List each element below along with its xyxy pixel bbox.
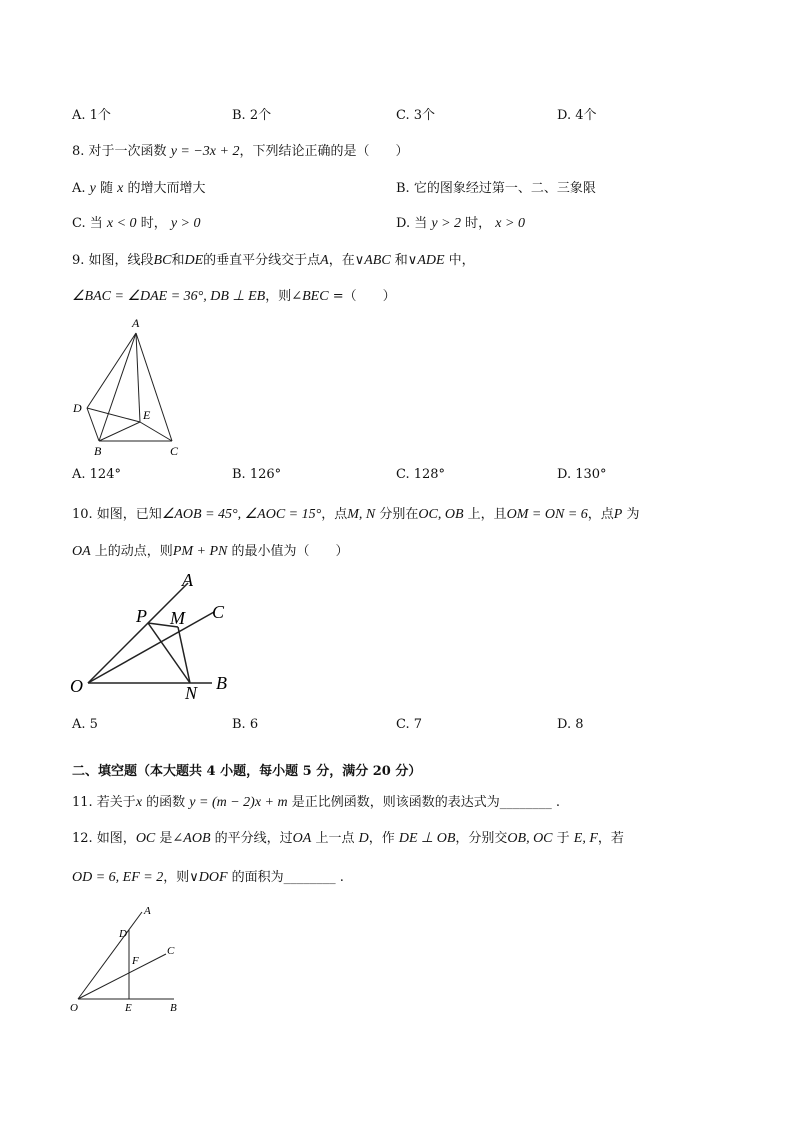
- q9-label-d: D: [73, 401, 82, 415]
- q12-stem-line2: [72, 866, 344, 886]
- q10-option-d: D. 8: [557, 717, 584, 732]
- q12-label-o: O: [70, 1002, 78, 1014]
- q9-label-e: E: [143, 408, 151, 422]
- q10-p: P: [613, 507, 623, 522]
- q8-prefix: 8. 对于一次函数: [72, 144, 167, 159]
- q9-bc: BC: [153, 253, 172, 268]
- q8-option-a: [72, 177, 206, 197]
- q9-stem-line1: [72, 249, 475, 269]
- q7-option-c: C. 3个: [396, 108, 436, 123]
- q7-option-d: D. 4个: [557, 108, 597, 123]
- q10-ray-oa: [88, 583, 188, 683]
- q12-formula: OD = 6, EF = 2: [72, 870, 164, 885]
- q12-oa: OA: [292, 831, 312, 846]
- q9-and: 和: [171, 253, 185, 268]
- q10-label-o: O: [70, 676, 83, 696]
- q9-label-c: C: [170, 444, 179, 458]
- q8-option-d-pre: D. 当: [396, 216, 432, 231]
- q8-option-b: B. 它的图象经过第一、二、三象限: [396, 181, 596, 196]
- q12-label-b: B: [170, 1002, 177, 1014]
- q10-label-b: B: [216, 673, 227, 693]
- q9-option-c: C. 128°: [396, 467, 446, 482]
- q9-option-d: D. 130°: [557, 467, 607, 482]
- q12-label-e: E: [125, 1002, 132, 1014]
- q8-option-c-cond: x < 0: [106, 216, 137, 231]
- q10-mid5: 上的动点，则: [90, 544, 173, 559]
- q12-end2: 的面积为________ .: [227, 870, 344, 885]
- q10-oa: OA: [72, 544, 91, 559]
- q12-ray-oc: [78, 954, 166, 999]
- q10-end2: 的最小值为（ ）: [227, 544, 349, 559]
- q8-option-a-x: x: [117, 181, 124, 196]
- q9-ade: ADE: [417, 253, 445, 268]
- q10-label-p: P: [136, 606, 147, 626]
- q7-option-a: A. 1个: [72, 108, 111, 123]
- q12-perp: DE ⊥ OB: [398, 831, 456, 846]
- q8-option-a-mid: 随: [95, 181, 118, 196]
- q12-mid2: 的平分线，过: [210, 831, 293, 846]
- q11-stem: [72, 791, 560, 811]
- q10-option-c: C. 7: [396, 717, 423, 732]
- q10-expr: PM + PN: [172, 544, 228, 559]
- q8-option-a-post: 的增大而增大: [123, 181, 206, 196]
- q8-option-a-pre: A.: [72, 181, 90, 196]
- q12-label-c: C: [167, 945, 175, 957]
- q9-segment-ec: [140, 422, 172, 441]
- q8-option-c-mid: 时，: [136, 216, 171, 231]
- q8-option-d-cond: y > 2: [431, 216, 462, 231]
- q9-a: A: [320, 253, 329, 268]
- q12-oboc: OB, OC: [507, 831, 553, 846]
- q10-mid3: 上，且: [463, 507, 507, 522]
- q8-stem: [72, 140, 408, 160]
- q9-de: DE: [184, 253, 204, 268]
- q11-mid: 的函数: [142, 795, 190, 810]
- q8-option-a-y: y: [89, 181, 96, 196]
- q9-label-b: B: [94, 444, 102, 458]
- q9-end: 中，: [444, 253, 475, 268]
- q10-label-c: C: [212, 602, 225, 622]
- q10-stem-line2: [72, 540, 349, 560]
- q9-formula: ∠BAC = ∠DAE = 36°, DB ⊥ EB: [72, 289, 266, 304]
- q8-option-d-mid: 时，: [461, 216, 496, 231]
- q9-end2: =（ ）: [328, 289, 396, 304]
- q11-x: x: [135, 795, 143, 810]
- q12-aob: AOB: [183, 831, 211, 846]
- q11-suffix: 是正比例函数，则该函数的表达式为________ .: [287, 795, 561, 810]
- q9-figure: [70, 312, 190, 460]
- q9-segment-ad: [87, 333, 136, 408]
- q9-label-a: A: [132, 316, 140, 330]
- q9-segment-db: [87, 408, 99, 441]
- q12-mid6: 于: [552, 831, 574, 846]
- q12-d: D: [358, 831, 369, 846]
- q10-label-a: A: [182, 570, 193, 590]
- q10-prefix: 10. 如图，已知: [72, 507, 162, 522]
- q8-option-c-pre: C. 当: [72, 216, 107, 231]
- q8-option-c-result: y > 0: [170, 216, 201, 231]
- q10-eq: OM = ON = 6: [506, 507, 588, 522]
- q9-option-b: B. 126°: [232, 467, 282, 482]
- q9-option-a: A. 124°: [72, 467, 121, 482]
- q9-segment-be: [99, 422, 140, 441]
- q8-option-c: [72, 212, 201, 232]
- q12-oc: OC: [135, 831, 156, 846]
- q8-option-d: [396, 212, 525, 232]
- q12-stem-line1: [72, 827, 624, 847]
- q12-mid7: ，则∨: [163, 870, 199, 885]
- q10-end: 为: [622, 507, 640, 522]
- q9-segment-ae: [136, 333, 140, 422]
- q9-segment-de: [87, 408, 140, 422]
- q10-mid2: 分别在: [375, 507, 419, 522]
- q10-mid4: ，点: [587, 507, 614, 522]
- q10-ocob: OC, OB: [418, 507, 464, 522]
- q10-mn: M, N: [347, 507, 376, 522]
- q9-and2: 和∨: [390, 253, 418, 268]
- q12-ef: E, F: [573, 831, 598, 846]
- q10-stem-line1: [72, 503, 640, 523]
- q10-mid: ，点: [321, 507, 348, 522]
- q10-option-a: A. 5: [72, 717, 98, 732]
- q12-end: ，若: [597, 831, 624, 846]
- q9-prefix: 9. 如图，线段: [72, 253, 154, 268]
- q10-label-m: M: [170, 608, 185, 628]
- q10-label-n: N: [185, 683, 198, 703]
- q12-label-f: F: [132, 955, 139, 967]
- q10-formula: ∠AOB = 45°, ∠AOC = 15°: [161, 507, 322, 522]
- q12-figure: [66, 898, 196, 1018]
- q9-abc: ABC: [364, 253, 391, 268]
- q8-option-d-result: x > 0: [495, 216, 525, 231]
- q12-dof: DOF: [198, 870, 228, 885]
- q12-mid4: ，作: [368, 831, 399, 846]
- q12-prefix: 12. 如图，: [72, 831, 136, 846]
- q12-mid: 是∠: [155, 831, 184, 846]
- q9-segment-ab: [99, 333, 136, 441]
- q12-label-d: D: [119, 928, 127, 940]
- q7-option-b: B. 2个: [232, 108, 272, 123]
- q9-mid: 的垂直平分线交于点: [203, 253, 321, 268]
- q9-stem-line2: [72, 285, 396, 305]
- q9-in: ，在∨: [328, 253, 365, 268]
- q12-mid5: ，分别交: [455, 831, 508, 846]
- q12-label-a: A: [144, 905, 151, 917]
- q11-prefix: 11. 若关于: [72, 795, 136, 810]
- q12-mid3: 上一点: [311, 831, 359, 846]
- q9-segment-ac: [136, 333, 172, 441]
- q10-option-b: B. 6: [232, 717, 259, 732]
- q9-suffix: ，则∠: [265, 289, 303, 304]
- q10-figure: [66, 566, 246, 706]
- section2-heading: 二、填空题（本大题共 4 小题，每小题 5 分，满分 20 分）: [72, 764, 422, 779]
- q8-formula: y = −3x + 2: [170, 144, 240, 159]
- q9-bec: BEC: [302, 289, 329, 304]
- q11-formula: y = (m − 2)x + m: [189, 795, 288, 810]
- q8-suffix: ，下列结论正确的是（ ）: [239, 144, 409, 159]
